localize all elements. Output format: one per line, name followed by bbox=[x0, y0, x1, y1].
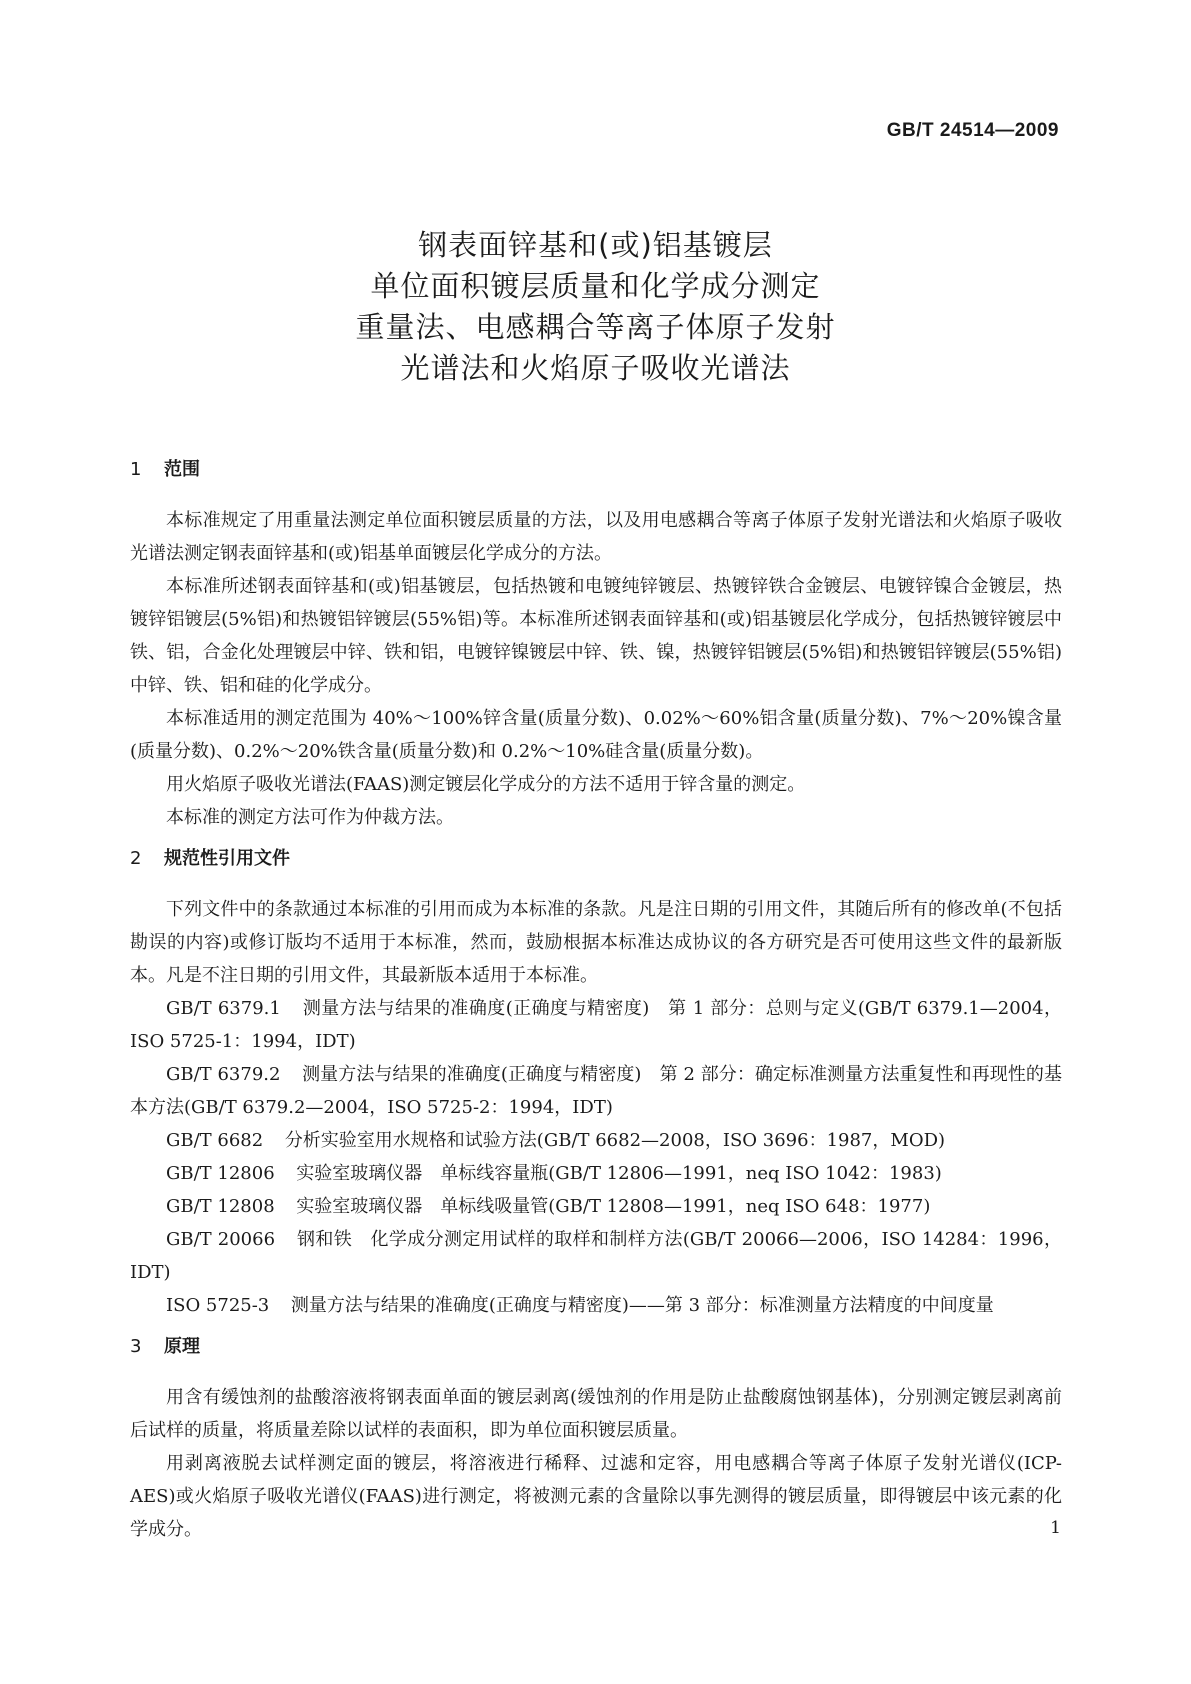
reference-text: 实验室玻璃仪器 单标线吸量管(GB/T 12808—1991，neq ISO 648：1977) bbox=[296, 1196, 931, 1217]
reference-code: GB/T 6379.1 bbox=[166, 998, 281, 1019]
reference-code: GB/T 20066 bbox=[166, 1229, 276, 1250]
reference-entry bbox=[130, 1289, 1062, 1322]
title-line: 重量法、电感耦合等离子体原子发射 bbox=[355, 310, 836, 344]
title-line: 钢表面锌基和(或)铝基镀层 bbox=[418, 228, 773, 262]
reference-text: 测量方法与结果的准确度(正确度与精密度) 第 1 部分：总则与定义(GB/T 6379.1—2004，ISO 5725-1：1994，IDT) bbox=[130, 998, 1062, 1052]
reference-entry bbox=[130, 992, 1062, 1058]
reference-entry bbox=[130, 1058, 1062, 1124]
reference-text: 实验室玻璃仪器 单标线容量瓶(GB/T 12806—1991，neq ISO 1042：1983) bbox=[296, 1163, 942, 1184]
reference-code: ISO 5725-3 bbox=[166, 1295, 270, 1316]
section-heading-scope bbox=[130, 453, 1062, 486]
reference-code: GB/T 12806 bbox=[166, 1163, 275, 1184]
reference-text: 测量方法与结果的准确度(正确度与精密度) 第 2 部分：确定标准测量方法重复性和再现性的基本方法(GB/T 6379.2—2004，ISO 5725-2：1994，IDT) bbox=[130, 1064, 1062, 1118]
paragraph: 本标准规定了用重量法测定单位面积镀层质量的方法，以及用电感耦合等离子体原子发射光谱法和火焰原子吸收光谱法测定钢表面锌基和(或)铝基单面镀层化学成分的方法。 bbox=[130, 510, 1062, 564]
reference-code: GB/T 6379.2 bbox=[166, 1064, 281, 1085]
section-heading-normative-references bbox=[130, 842, 1062, 875]
paragraph: 用火焰原子吸收光谱法(FAAS)测定镀层化学成分的方法不适用于锌含量的测定。 bbox=[166, 774, 806, 795]
reference-text: 分析实验室用水规格和试验方法(GB/T 6682—2008，ISO 3696：1987，MOD) bbox=[284, 1130, 946, 1151]
reference-entry bbox=[130, 1124, 1062, 1157]
paragraph: 用剥离液脱去试样测定面的镀层，将溶液进行稀释、过滤和定容，用电感耦合等离子体原子发射光谱仪(ICP-AES)或火焰原子吸收光谱仪(FAAS)进行测定，将被测元素的含量除以事先测得的镀层质量，即得镀层中该元素的化学成分。 bbox=[130, 1453, 1062, 1540]
reference-code: GB/T 12808 bbox=[166, 1196, 275, 1217]
reference-entry bbox=[130, 1190, 1062, 1223]
document-body bbox=[130, 445, 1062, 1546]
reference-code: GB/T 6682 bbox=[166, 1130, 264, 1151]
reference-entry bbox=[130, 1223, 1062, 1289]
section-number: 3 bbox=[130, 1336, 142, 1357]
reference-entry bbox=[130, 1157, 1062, 1190]
title-line: 单位面积镀层质量和化学成分测定 bbox=[370, 269, 821, 303]
title-line: 光谱法和火焰原子吸收光谱法 bbox=[400, 351, 791, 385]
document-title bbox=[0, 225, 1191, 389]
standard-number: GB/T 24514—2009 bbox=[886, 120, 1059, 141]
paragraph: 本标准的测定方法可作为仲裁方法。 bbox=[166, 807, 454, 828]
section-number: 2 bbox=[130, 848, 142, 869]
paragraph: 下列文件中的条款通过本标准的引用而成为本标准的条款。凡是注日期的引用文件，其随后所有的修改单(不包括勘误的内容)或修订版均不适用于本标准，然而，鼓励根据本标准达成协议的各方研究是否可使用这些文件的最新版本。凡是不注日期的引用文件，其最新版本适用于本标准。 bbox=[130, 899, 1062, 986]
paragraph: 用含有缓蚀剂的盐酸溶液将钢表面单面的镀层剥离(缓蚀剂的作用是防止盐酸腐蚀钢基体)，分别测定镀层剥离前后试样的质量，将质量差除以试样的表面积，即为单位面积镀层质量。 bbox=[130, 1387, 1062, 1441]
section-title: 原理 bbox=[164, 1336, 200, 1357]
section-heading-principle bbox=[130, 1330, 1062, 1363]
reference-text: 测量方法与结果的准确度(正确度与精密度)——第 3 部分：标准测量方法精度的中间度量 bbox=[290, 1295, 994, 1316]
section-title: 规范性引用文件 bbox=[164, 848, 290, 869]
page-number: 1 bbox=[1050, 1518, 1061, 1538]
reference-text: 钢和铁 化学成分测定用试样的取样和制样方法(GB/T 20066—2006，ISO 14284：1996，IDT) bbox=[130, 1229, 1062, 1283]
section-number: 1 bbox=[130, 459, 142, 480]
section-title: 范围 bbox=[164, 459, 200, 480]
paragraph: 本标准所述钢表面锌基和(或)铝基镀层，包括热镀和电镀纯锌镀层、热镀锌铁合金镀层、电镀锌镍合金镀层，热镀锌铝镀层(5%铝)和热镀铝锌镀层(55%铝)等。本标准所述钢表面锌基和(或)铝基镀层化学成分，包括热镀锌镀层中铁、铝，合金化处理镀层中锌、铁和铝，电镀锌镍镀层中锌、铁、镍，热镀锌铝镀层(5%铝)和热镀铝锌镀层(55%铝)中锌、铁、铝和硅的化学成分。 bbox=[130, 576, 1062, 696]
paragraph: 本标准适用的测定范围为 40%～100%锌含量(质量分数)、0.02%～60%铝含量(质量分数)、7%～20%镍含量(质量分数)、0.2%～20%铁含量(质量分数)和 0.2%～10%硅含量(质量分数)。 bbox=[130, 708, 1062, 762]
